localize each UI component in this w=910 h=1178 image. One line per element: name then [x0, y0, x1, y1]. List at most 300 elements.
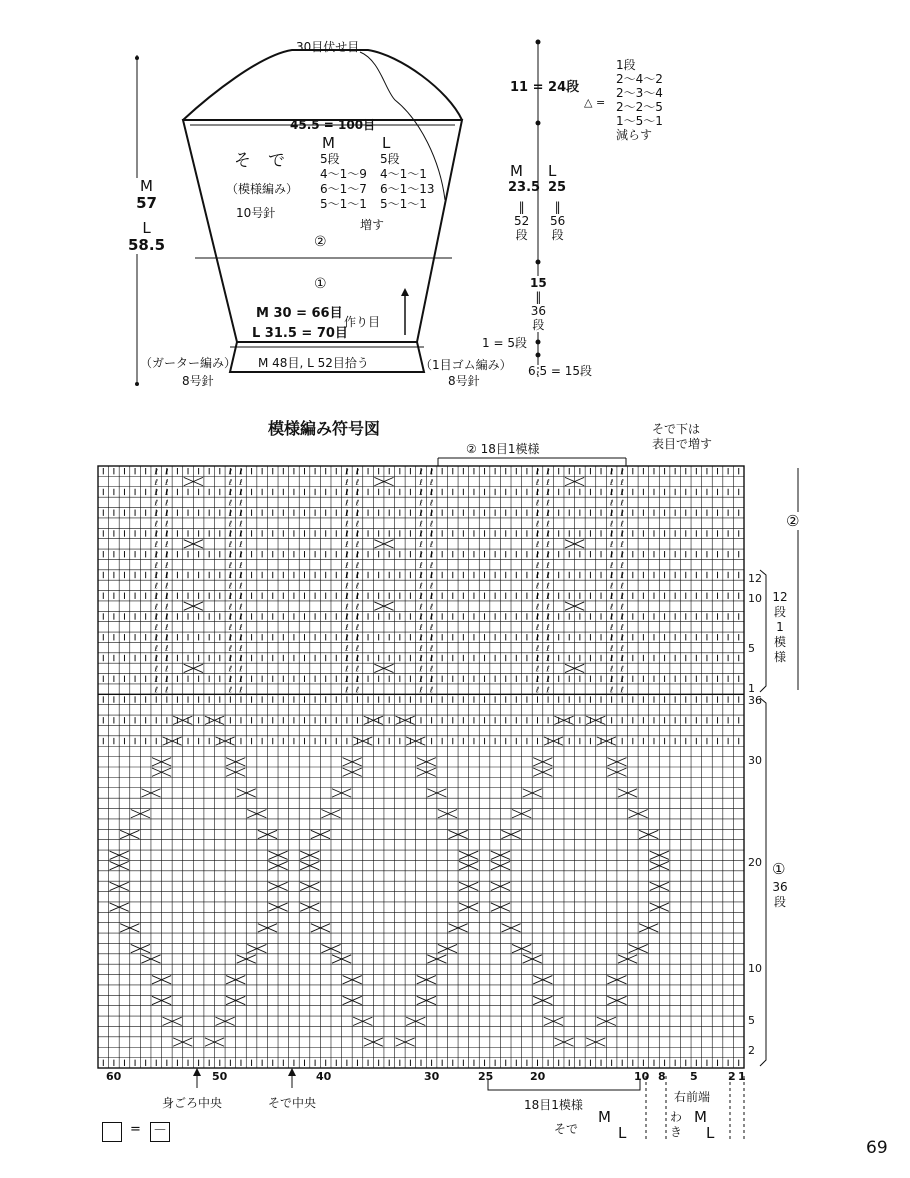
twist-stitch-mark: ℓ — [355, 685, 360, 695]
twist-stitch-mark: ℓ — [154, 643, 158, 653]
twist-stitch-mark: ℓ — [355, 664, 360, 674]
twist-stitch-mark: ℓ — [239, 685, 243, 695]
twist-stitch-mark: ℓ — [345, 654, 349, 664]
twist-stitch-mark: ℓ — [620, 560, 624, 570]
legend-empty-box — [102, 1122, 122, 1142]
legend-purl-box: － — [150, 1122, 170, 1142]
twist-stitch-mark: ℓ — [345, 612, 349, 622]
garter-needle: 8号針 — [182, 374, 214, 388]
section1-rows: 36段 — [772, 880, 788, 909]
twist-stitch-mark: ℓ — [228, 498, 233, 508]
twist-stitch-mark: ℓ — [154, 519, 158, 529]
twist-stitch-mark: ℓ — [228, 633, 233, 643]
twist-stitch-mark: ℓ — [535, 508, 540, 518]
twist-stitch-mark: ℓ — [609, 508, 614, 518]
twist-stitch-mark: ℓ — [620, 540, 624, 550]
bindoff-label: 30目伏せ目 — [296, 40, 360, 54]
twist-stitch-mark: ℓ — [609, 664, 614, 674]
twist-stitch-mark: ℓ — [546, 643, 550, 653]
twist-stitch-mark: ℓ — [345, 488, 349, 498]
column-number: 30 — [424, 1070, 440, 1083]
twist-stitch-mark: ℓ — [419, 591, 423, 601]
waki-label: わき — [670, 1110, 683, 1139]
twist-stitch-mark: ℓ — [419, 560, 423, 570]
twist-stitch-mark: ℓ — [154, 623, 158, 633]
twist-stitch-mark: ℓ — [154, 550, 158, 560]
twist-stitch-mark: ℓ — [535, 674, 540, 684]
twist-stitch-mark: ℓ — [419, 674, 423, 684]
twist-stitch-mark: ℓ — [165, 519, 169, 529]
twist-stitch-mark: ℓ — [239, 591, 243, 601]
twist-stitch-mark: ℓ — [546, 612, 550, 622]
dim-m-head: M — [510, 162, 523, 180]
twist-stitch-mark: ℓ — [239, 581, 243, 591]
row-number: 5 — [748, 1014, 755, 1027]
twist-stitch-mark: ℓ — [620, 488, 624, 498]
twist-stitch-mark: ℓ — [345, 560, 349, 570]
twist-stitch-mark: ℓ — [620, 519, 624, 529]
twist-stitch-mark: ℓ — [355, 674, 360, 684]
chart-marks — [103, 467, 738, 1066]
column-number: 40 — [316, 1070, 332, 1083]
twist-stitch-mark: ℓ — [239, 623, 243, 633]
twist-stitch-mark: ℓ — [546, 508, 550, 518]
twist-stitch-mark: ℓ — [609, 529, 614, 539]
twist-stitch-mark: ℓ — [620, 508, 624, 518]
twist-stitch-mark: ℓ — [355, 612, 360, 622]
twist-stitch-mark: ℓ — [429, 602, 434, 612]
twist-stitch-mark: ℓ — [546, 685, 550, 695]
twist-stitch-mark: ℓ — [228, 477, 233, 487]
twist-stitch-mark: ℓ — [154, 467, 158, 477]
twist-stitch-mark: ℓ — [546, 571, 550, 581]
sleeve-title: そ で — [234, 151, 285, 171]
twist-stitch-mark: ℓ — [419, 529, 423, 539]
twist-stitch-mark: ℓ — [355, 654, 360, 664]
twist-stitch-mark: ℓ — [154, 654, 158, 664]
twist-stitch-mark: ℓ — [546, 623, 550, 633]
twist-stitch-mark: ℓ — [165, 591, 169, 601]
twist-stitch-mark: ℓ — [345, 602, 349, 612]
twist-stitch-mark: ℓ — [154, 633, 158, 643]
twist-stitch-mark: ℓ — [154, 529, 158, 539]
row-number: 30 — [748, 754, 762, 767]
height-dims: M 57 L 58.5 — [128, 177, 166, 254]
waki-l: L — [706, 1124, 715, 1142]
twist-stitch-mark: ℓ — [345, 467, 349, 477]
twist-stitch-mark: ℓ — [620, 581, 624, 591]
cuff-dim-2: 6.5 = 15段 — [528, 364, 593, 378]
twist-stitch-mark: ℓ — [620, 623, 624, 633]
twist-stitch-mark: ℓ — [165, 477, 169, 487]
garter-label: （ガーター編み） — [140, 356, 237, 370]
twist-stitch-mark: ℓ — [546, 560, 550, 570]
twist-stitch-mark: ℓ — [355, 623, 360, 633]
twist-stitch-mark: ℓ — [154, 674, 158, 684]
twist-stitch-mark: ℓ — [345, 674, 349, 684]
twist-stitch-mark: ℓ — [620, 643, 624, 653]
twist-stitch-mark: ℓ — [228, 550, 233, 560]
twist-stitch-mark: ℓ — [165, 623, 169, 633]
twist-stitch-mark: ℓ — [429, 477, 434, 487]
row-number: 20 — [748, 856, 762, 869]
twist-stitch-mark: ℓ — [165, 685, 169, 695]
twist-stitch-mark: ℓ — [239, 498, 243, 508]
cast-on-l: L 31.5 = 70目 — [252, 326, 348, 341]
inc-l-list: 5段 4～1～1 6～1～13 5～1～1 — [380, 152, 435, 211]
twist-stitch-mark: ℓ — [345, 571, 349, 581]
twist-stitch-mark: ℓ — [154, 664, 158, 674]
twist-stitch-mark: ℓ — [609, 519, 614, 529]
twist-stitch-mark: ℓ — [535, 477, 540, 487]
dim-l-head: L — [548, 162, 557, 180]
twist-stitch-mark: ℓ — [345, 591, 349, 601]
twist-stitch-mark: ℓ — [419, 602, 423, 612]
twist-stitch-mark: ℓ — [429, 550, 434, 560]
waki-m: M — [694, 1108, 707, 1126]
twist-stitch-mark: ℓ — [419, 467, 423, 477]
increase-label: 増す — [360, 218, 385, 232]
twist-stitch-mark: ℓ — [620, 654, 624, 664]
twist-stitch-mark: ℓ — [228, 591, 233, 601]
twist-stitch-mark: ℓ — [355, 560, 360, 570]
twist-stitch-mark: ℓ — [239, 560, 243, 570]
twist-stitch-mark: ℓ — [535, 581, 540, 591]
twist-stitch-mark: ℓ — [345, 498, 349, 508]
twist-stitch-mark: ℓ — [546, 477, 550, 487]
twist-stitch-mark: ℓ — [239, 571, 243, 581]
twist-stitch-mark: ℓ — [429, 612, 434, 622]
twist-stitch-mark: ℓ — [228, 571, 233, 581]
twist-stitch-mark: ℓ — [165, 488, 169, 498]
twist-stitch-mark: ℓ — [154, 581, 158, 591]
twist-stitch-mark: ℓ — [429, 529, 434, 539]
row-number: 5 — [748, 642, 755, 655]
twist-stitch-mark: ℓ — [419, 685, 423, 695]
twist-stitch-mark: ℓ — [228, 488, 233, 498]
twist-stitch-mark: ℓ — [345, 633, 349, 643]
rib-label: （1目ゴム編み） — [420, 358, 512, 372]
row-number: 10 — [748, 592, 762, 605]
twist-stitch-mark: ℓ — [165, 550, 169, 560]
twist-stitch-mark: ℓ — [609, 633, 614, 643]
twist-stitch-mark: ℓ — [609, 550, 614, 560]
dim-m-rows: ‖ 52 段 — [514, 200, 530, 242]
twist-stitch-mark: ℓ — [419, 623, 423, 633]
twist-stitch-mark: ℓ — [546, 467, 550, 477]
column-number: 50 — [212, 1070, 228, 1083]
page-number: 69 — [866, 1138, 888, 1158]
twist-stitch-mark: ℓ — [239, 508, 243, 518]
twist-stitch-mark: ℓ — [620, 633, 624, 643]
column-number: 20 — [530, 1070, 546, 1083]
twist-stitch-mark: ℓ — [355, 550, 360, 560]
twist-stitch-mark: ℓ — [429, 467, 434, 477]
twist-stitch-mark: ℓ — [228, 664, 233, 674]
twist-stitch-mark: ℓ — [228, 581, 233, 591]
center-sleeve-label: そで中央 — [268, 1096, 317, 1110]
twist-stitch-mark: ℓ — [535, 467, 540, 477]
twist-stitch-mark: ℓ — [239, 467, 243, 477]
twist-stitch-mark: ℓ — [228, 508, 233, 518]
twist-stitch-mark: ℓ — [419, 550, 423, 560]
twist-stitch-mark: ℓ — [620, 467, 624, 477]
twist-stitch-mark: ℓ — [609, 685, 614, 695]
twist-stitch-mark: ℓ — [546, 591, 550, 601]
twist-stitch-mark: ℓ — [228, 623, 233, 633]
twist-stitch-mark: ℓ — [620, 529, 624, 539]
twist-stitch-mark: ℓ — [355, 591, 360, 601]
section1-mark: ① — [314, 276, 327, 292]
twist-stitch-mark: ℓ — [228, 519, 233, 529]
twist-stitch-mark: ℓ — [228, 643, 233, 653]
twist-stitch-mark: ℓ — [429, 591, 434, 601]
twist-stitch-mark: ℓ — [419, 581, 423, 591]
dec-symbol: △ = — [584, 96, 606, 109]
section1-circle: ① — [772, 860, 786, 878]
dim-m-cm: 23.5 — [508, 180, 541, 195]
twist-stitch-mark: ℓ — [609, 467, 614, 477]
twist-stitch-mark: ℓ — [535, 540, 540, 550]
column-number: 2 — [728, 1070, 736, 1083]
column-number: 10 — [634, 1070, 650, 1083]
twist-stitch-mark: ℓ — [609, 643, 614, 653]
twist-stitch-mark: ℓ — [345, 623, 349, 633]
pattern-name: （模様編み） — [226, 182, 299, 196]
twist-stitch-mark: ℓ — [239, 643, 243, 653]
twist-stitch-mark: ℓ — [535, 643, 540, 653]
cap-dim: 11 = 24段 — [510, 80, 580, 95]
twist-stitch-mark: ℓ — [165, 612, 169, 622]
twist-stitch-mark: ℓ — [609, 654, 614, 664]
twist-stitch-mark: ℓ — [154, 498, 158, 508]
twist-stitch-mark: ℓ — [620, 477, 624, 487]
twist-stitch-mark: ℓ — [620, 612, 624, 622]
twist-stitch-mark: ℓ — [355, 508, 360, 518]
twist-stitch-mark: ℓ — [546, 654, 550, 664]
twist-stitch-mark: ℓ — [345, 643, 349, 653]
row-number: 1 — [748, 682, 755, 695]
repeat-bottom-label: 18目1模様 — [524, 1098, 583, 1112]
twist-stitch-mark: ℓ — [546, 540, 550, 550]
twist-stitch-mark: ℓ — [609, 560, 614, 570]
twist-stitch-mark: ℓ — [429, 633, 434, 643]
twist-stitch-mark: ℓ — [165, 664, 169, 674]
twist-stitch-mark: ℓ — [620, 591, 624, 601]
twist-stitch-mark: ℓ — [345, 529, 349, 539]
twist-stitch-mark: ℓ — [165, 581, 169, 591]
twist-stitch-mark: ℓ — [345, 477, 349, 487]
twist-stitch-mark: ℓ — [239, 519, 243, 529]
twist-stitch-mark: ℓ — [535, 519, 540, 529]
twist-stitch-mark: ℓ — [345, 519, 349, 529]
column-number: 1 — [738, 1070, 746, 1083]
twist-stitch-mark: ℓ — [239, 674, 243, 684]
twist-stitch-mark: ℓ — [535, 602, 540, 612]
twist-stitch-mark: ℓ — [355, 540, 360, 550]
needle-size: 10号針 — [236, 206, 276, 220]
twist-stitch-mark: ℓ — [429, 519, 434, 529]
twist-stitch-mark: ℓ — [429, 571, 434, 581]
twist-stitch-mark: ℓ — [620, 602, 624, 612]
twist-stitch-mark: ℓ — [165, 560, 169, 570]
twist-stitch-mark: ℓ — [429, 685, 434, 695]
column-number: 8 — [658, 1070, 666, 1083]
twist-stitch-mark: ℓ — [609, 674, 614, 684]
twist-stitch-mark: ℓ — [154, 488, 158, 498]
twist-stitch-mark: ℓ — [419, 488, 423, 498]
twist-stitch-mark: ℓ — [546, 488, 550, 498]
twist-stitch-mark: ℓ — [165, 571, 169, 581]
twist-stitch-mark: ℓ — [165, 633, 169, 643]
twist-stitch-mark: ℓ — [165, 498, 169, 508]
twist-stitch-mark: ℓ — [355, 571, 360, 581]
twist-stitch-mark: ℓ — [429, 674, 434, 684]
twist-stitch-mark: ℓ — [345, 685, 349, 695]
twist-stitch-mark: ℓ — [535, 571, 540, 581]
chart-title: 模様編み符号図 — [268, 419, 381, 438]
twist-stitch-mark: ℓ — [535, 498, 540, 508]
inc-m-list: 5段 4～1～9 6～1～7 5～1～1 — [320, 152, 367, 211]
twist-stitch-mark: ℓ — [154, 591, 158, 601]
twist-stitch-mark: ℓ — [165, 643, 169, 653]
twist-stitch-mark: ℓ — [239, 633, 243, 643]
twist-stitch-mark: ℓ — [419, 633, 423, 643]
twist-stitch-mark: ℓ — [419, 571, 423, 581]
twist-stitch-mark: ℓ — [239, 477, 243, 487]
twist-stitch-mark: ℓ — [355, 633, 360, 643]
twist-stitch-mark: ℓ — [419, 519, 423, 529]
row-number: 10 — [748, 962, 762, 975]
row-number: 2 — [748, 1044, 755, 1057]
twist-stitch-mark: ℓ — [429, 540, 434, 550]
twist-stitch-mark: ℓ — [154, 560, 158, 570]
twist-stitch-mark: ℓ — [355, 643, 360, 653]
twist-stitch-mark: ℓ — [239, 540, 243, 550]
twist-stitch-mark: ℓ — [419, 477, 423, 487]
twist-stitch-mark: ℓ — [154, 612, 158, 622]
twist-stitch-mark: ℓ — [429, 654, 434, 664]
twist-stitch-mark: ℓ — [355, 529, 360, 539]
twist-stitch-mark: ℓ — [228, 685, 233, 695]
twist-stitch-mark: ℓ — [429, 643, 434, 653]
twist-stitch-mark: ℓ — [345, 550, 349, 560]
sleeve-width-label: 45.5 = 100目 — [290, 118, 376, 132]
section2-circle: ② — [786, 512, 800, 530]
cast-on-label: 作り目 — [344, 315, 381, 329]
size-l-head: L — [382, 134, 391, 152]
twist-stitch-mark: ℓ — [355, 498, 360, 508]
twist-stitch-mark: ℓ — [609, 602, 614, 612]
sode-l: L — [618, 1124, 627, 1142]
twist-stitch-mark: ℓ — [165, 540, 169, 550]
twist-stitch-mark: ℓ — [609, 581, 614, 591]
cast-on-m: M 30 = 66目 — [256, 306, 343, 321]
twist-stitch-mark: ℓ — [228, 674, 233, 684]
twist-stitch-mark: ℓ — [345, 581, 349, 591]
twist-stitch-mark: ℓ — [620, 685, 624, 695]
twist-stitch-mark: ℓ — [419, 540, 423, 550]
twist-stitch-mark: ℓ — [419, 654, 423, 664]
twist-stitch-mark: ℓ — [535, 591, 540, 601]
twist-stitch-mark: ℓ — [429, 581, 434, 591]
twist-stitch-mark: ℓ — [429, 664, 434, 674]
twist-stitch-mark: ℓ — [419, 643, 423, 653]
twist-stitch-mark: ℓ — [546, 633, 550, 643]
twist-stitch-mark: ℓ — [546, 550, 550, 560]
twist-stitch-mark: ℓ — [239, 664, 243, 674]
twist-stitch-mark: ℓ — [429, 488, 434, 498]
dim-l-cm: 25 — [548, 180, 567, 195]
twist-stitch-mark: ℓ — [535, 550, 540, 560]
twist-stitch-mark: ℓ — [546, 519, 550, 529]
twist-stitch-mark: ℓ — [429, 498, 434, 508]
twist-stitch-mark: ℓ — [535, 612, 540, 622]
sode-m: M — [598, 1108, 611, 1126]
twist-stitch-mark: ℓ — [609, 612, 614, 622]
section2-rows: 12段1模様 — [772, 590, 788, 664]
repeat-top-label: ② 18目1模様 — [462, 440, 543, 457]
twist-stitch-mark: ℓ — [165, 654, 169, 664]
twist-stitch-mark: ℓ — [239, 529, 243, 539]
twist-stitch-mark: ℓ — [239, 654, 243, 664]
twist-stitch-mark: ℓ — [419, 664, 423, 674]
dim-l-rows: ‖ 56 段 — [550, 200, 566, 242]
twist-stitch-mark: ℓ — [535, 623, 540, 633]
twist-stitch-mark: ℓ — [609, 571, 614, 581]
size-m-head: M — [322, 134, 335, 152]
twist-stitch-mark: ℓ — [355, 519, 360, 529]
column-number: 5 — [690, 1070, 698, 1083]
twist-stitch-mark: ℓ — [429, 560, 434, 570]
twist-stitch-mark: ℓ — [165, 674, 169, 684]
twist-stitch-mark: ℓ — [228, 529, 233, 539]
cuff-dim-1: 1 = 5段 — [482, 336, 527, 350]
row-number: 36 — [748, 694, 762, 707]
twist-stitch-mark: ℓ — [535, 633, 540, 643]
twist-stitch-mark: ℓ — [609, 540, 614, 550]
twist-stitch-mark: ℓ — [609, 488, 614, 498]
twist-stitch-mark: ℓ — [546, 664, 550, 674]
twist-stitch-mark: ℓ — [620, 550, 624, 560]
twist-stitch-mark: ℓ — [239, 612, 243, 622]
twist-stitch-mark: ℓ — [154, 477, 158, 487]
section2-mark: ② — [314, 234, 327, 250]
twist-stitch-mark: ℓ — [228, 540, 233, 550]
center-body-label: 身ごろ中央 — [162, 1096, 223, 1110]
right-front-label: 右前端 — [674, 1090, 711, 1104]
twist-stitch-mark: ℓ — [345, 540, 349, 550]
twist-stitch-mark: ℓ — [165, 602, 169, 612]
twist-stitch-mark: ℓ — [535, 654, 540, 664]
twist-stitch-mark: ℓ — [239, 550, 243, 560]
rib-needle: 8号針 — [448, 374, 480, 388]
twist-stitch-mark: ℓ — [419, 508, 423, 518]
twist-stitch-mark: ℓ — [620, 571, 624, 581]
twist-stitch-mark: ℓ — [165, 508, 169, 518]
twist-stitch-mark: ℓ — [355, 467, 360, 477]
twist-stitch-mark: ℓ — [620, 674, 624, 684]
twist-stitch-mark: ℓ — [609, 477, 614, 487]
twist-stitch-mark: ℓ — [355, 602, 360, 612]
twist-stitch-mark: ℓ — [228, 602, 233, 612]
column-number: 60 — [106, 1070, 122, 1083]
twist-stitch-mark: ℓ — [546, 674, 550, 684]
twist-stitch-mark: ℓ — [620, 498, 624, 508]
twist-stitch-mark: ℓ — [345, 664, 349, 674]
increase-note: そで下は 表目で増す — [652, 422, 713, 451]
twist-stitch-mark: ℓ — [429, 623, 434, 633]
